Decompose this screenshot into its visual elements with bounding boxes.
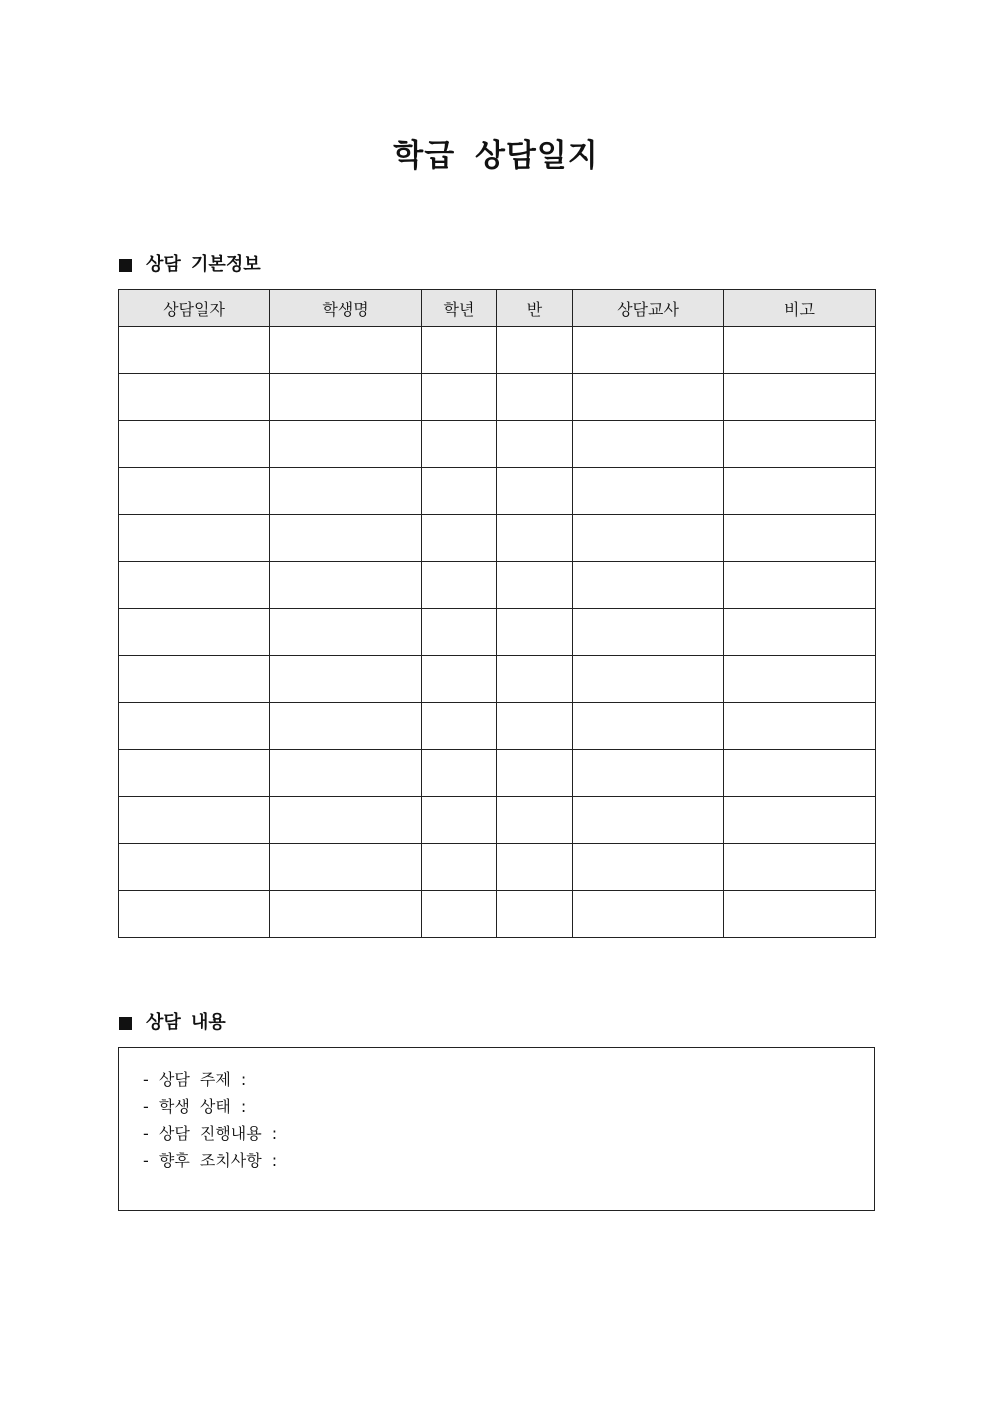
content-list [119, 1048, 874, 1174]
table-row [119, 562, 876, 609]
table-cell[interactable] [724, 327, 876, 374]
column-header-date: 상담일자 [119, 290, 270, 327]
table-cell[interactable] [422, 468, 497, 515]
table-header-row [119, 290, 876, 327]
content-box[interactable] [118, 1047, 875, 1211]
table-cell[interactable] [270, 891, 422, 938]
table-cell[interactable] [724, 797, 876, 844]
table-cell[interactable] [270, 750, 422, 797]
table-cell[interactable] [270, 797, 422, 844]
square-bullet-icon [119, 259, 132, 272]
table-cell[interactable] [724, 609, 876, 656]
table-cell[interactable] [724, 656, 876, 703]
table-row [119, 703, 876, 750]
table-cell[interactable] [497, 844, 573, 891]
table-row [119, 609, 876, 656]
table-cell[interactable] [422, 750, 497, 797]
column-header-grade: 학년 [422, 290, 497, 327]
document-title: 학급 상담일지 [393, 138, 599, 174]
table-cell[interactable] [270, 656, 422, 703]
table-cell[interactable] [119, 797, 270, 844]
table-cell[interactable] [497, 797, 573, 844]
table-cell[interactable] [724, 374, 876, 421]
table-row [119, 656, 876, 703]
table-cell[interactable] [422, 844, 497, 891]
table-cell[interactable] [573, 891, 724, 938]
table-cell[interactable] [724, 703, 876, 750]
table-cell[interactable] [497, 750, 573, 797]
table-cell[interactable] [270, 609, 422, 656]
table-cell[interactable] [422, 421, 497, 468]
table-cell[interactable] [497, 515, 573, 562]
table-cell[interactable] [497, 468, 573, 515]
table-cell[interactable] [573, 609, 724, 656]
table-row [119, 421, 876, 468]
content-item-progress: - 상담 진행내용 : [143, 1124, 278, 1143]
basic-info-table [118, 289, 876, 938]
table-cell[interactable] [119, 421, 270, 468]
table-cell[interactable] [573, 844, 724, 891]
basic-info-heading-label: 상담 기본정보 [146, 254, 261, 275]
table-cell[interactable] [573, 562, 724, 609]
table-cell[interactable] [724, 891, 876, 938]
table-cell[interactable] [270, 421, 422, 468]
table-cell[interactable] [422, 703, 497, 750]
table-cell[interactable] [422, 891, 497, 938]
content-item-topic: - 상담 주제 : [143, 1070, 247, 1089]
column-header-teacher: 상담교사 [573, 290, 724, 327]
content-heading-label: 상담 내용 [146, 1012, 226, 1033]
table-cell[interactable] [573, 515, 724, 562]
table-cell[interactable] [497, 656, 573, 703]
table-row [119, 374, 876, 421]
content-item-student-state: - 학생 상태 : [143, 1097, 247, 1116]
table-body [119, 327, 876, 938]
table-cell[interactable] [422, 562, 497, 609]
table-cell[interactable] [497, 374, 573, 421]
table-cell[interactable] [270, 844, 422, 891]
table-cell[interactable] [497, 891, 573, 938]
table-cell[interactable] [119, 609, 270, 656]
table-cell[interactable] [724, 421, 876, 468]
table-cell[interactable] [573, 421, 724, 468]
table-cell[interactable] [119, 656, 270, 703]
table-cell[interactable] [422, 327, 497, 374]
table-cell[interactable] [573, 750, 724, 797]
table-row [119, 327, 876, 374]
table-cell[interactable] [270, 515, 422, 562]
table-cell[interactable] [573, 468, 724, 515]
column-header-remarks: 비고 [724, 290, 876, 327]
table-cell[interactable] [724, 562, 876, 609]
table-cell[interactable] [119, 374, 270, 421]
table-cell[interactable] [270, 327, 422, 374]
table-cell[interactable] [119, 844, 270, 891]
table-cell[interactable] [724, 468, 876, 515]
table-cell[interactable] [119, 562, 270, 609]
table-row [119, 750, 876, 797]
table-cell[interactable] [422, 797, 497, 844]
table-cell[interactable] [724, 750, 876, 797]
table-cell[interactable] [724, 515, 876, 562]
table-row [119, 797, 876, 844]
table-cell[interactable] [497, 421, 573, 468]
table-cell[interactable] [497, 609, 573, 656]
table-cell[interactable] [573, 374, 724, 421]
table-cell[interactable] [422, 515, 497, 562]
table-cell[interactable] [119, 468, 270, 515]
table-cell[interactable] [119, 891, 270, 938]
table-cell[interactable] [119, 515, 270, 562]
table-cell[interactable] [573, 656, 724, 703]
table-cell[interactable] [270, 374, 422, 421]
square-bullet-icon [119, 1017, 132, 1030]
column-header-class: 반 [497, 290, 573, 327]
table-cell[interactable] [497, 562, 573, 609]
table-cell[interactable] [119, 327, 270, 374]
table-cell[interactable] [573, 703, 724, 750]
content-heading [119, 1011, 226, 1035]
table-cell[interactable] [573, 797, 724, 844]
table-cell[interactable] [422, 609, 497, 656]
table-row [119, 844, 876, 891]
column-header-student-name: 학생명 [270, 290, 422, 327]
table-cell[interactable] [422, 656, 497, 703]
table-row [119, 891, 876, 938]
table-row [119, 468, 876, 515]
table-cell[interactable] [119, 750, 270, 797]
table-cell[interactable] [270, 703, 422, 750]
table-cell[interactable] [422, 374, 497, 421]
table-cell[interactable] [497, 703, 573, 750]
table-cell[interactable] [497, 327, 573, 374]
table-row [119, 515, 876, 562]
content-item-followup: - 향후 조치사항 : [143, 1151, 278, 1170]
table-cell[interactable] [573, 327, 724, 374]
table-cell[interactable] [119, 703, 270, 750]
table-cell[interactable] [270, 468, 422, 515]
basic-info-heading [119, 253, 261, 277]
table-cell[interactable] [270, 562, 422, 609]
table-cell[interactable] [724, 844, 876, 891]
